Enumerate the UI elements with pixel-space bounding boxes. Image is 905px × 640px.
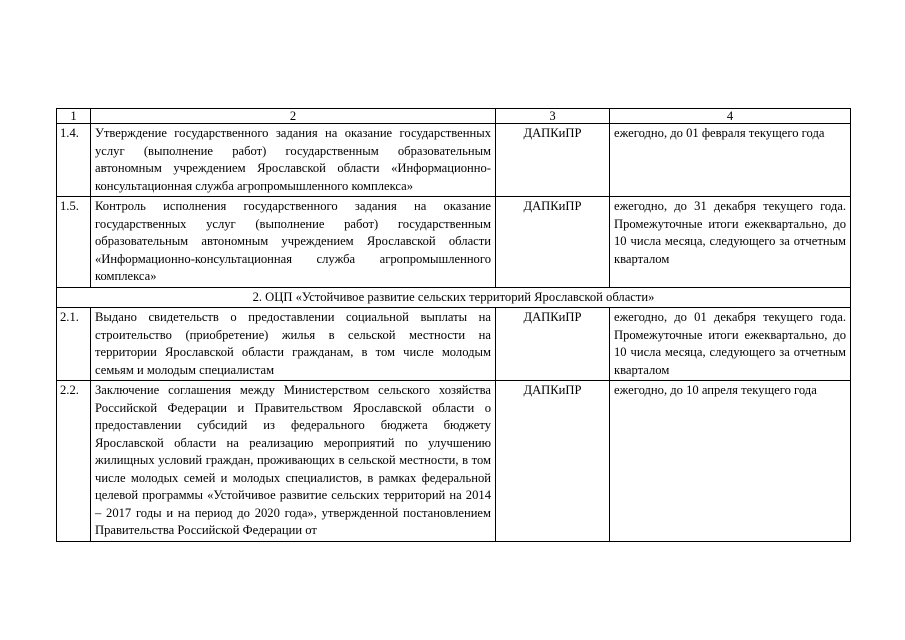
- header-col-4: 4: [610, 109, 851, 124]
- row-number: 1.5.: [57, 197, 91, 288]
- row-number: 2.1.: [57, 308, 91, 381]
- header-col-3: 3: [496, 109, 610, 124]
- table-row-2-1: [57, 308, 851, 381]
- row-number: 2.2.: [57, 381, 91, 542]
- row-deadline: ежегодно, до 01 декабря текущего года. Промежуточные итоги ежеквартально, до 10 числа месяца, следующего за отчетным кварталом: [610, 308, 851, 381]
- row-responsible: ДАПКиПР: [496, 197, 610, 288]
- section-title: 2. ОЦП «Устойчивое развитие сельских территорий Ярославской области»: [57, 287, 851, 308]
- row-deadline: ежегодно, до 01 февраля текущего года: [610, 124, 851, 197]
- table-row-1-5: [57, 197, 851, 288]
- section-row-2: [57, 287, 851, 308]
- table-row-1-4: [57, 124, 851, 197]
- header-col-2: 2: [91, 109, 496, 124]
- header-col-1: 1: [57, 109, 91, 124]
- header-row: [57, 109, 851, 124]
- row-description: Заключение соглашения между Министерством сельского хозяйства Российской Федерации и Правительством Ярославской области о предоставлении субсидий из федерального бюджета бюджету Ярославской области на реализацию мероприятий по улучшению жилищных условий граждан, проживающих в сельской местности, в том числе молодых семей и молодых специалистов, в рамках федеральной целевой программы «Устойчивое развитие сельских территорий на 2014 – 2017 годы и на период до 2020 года», утвержденной постановлением Правительства Российской Федерации от: [91, 381, 496, 542]
- row-description: Выдано свидетельств о предоставлении социальной выплаты на строительство (приобретение) жилья в сельской местности на территории Ярославской области гражданам, в том числе молодым семьям и молодым специалистам: [91, 308, 496, 381]
- table-row-2-2: [57, 381, 851, 542]
- plan-table: [56, 108, 851, 542]
- row-responsible: ДАПКиПР: [496, 381, 610, 542]
- row-responsible: ДАПКиПР: [496, 124, 610, 197]
- row-deadline: ежегодно, до 10 апреля текущего года: [610, 381, 851, 542]
- row-responsible: ДАПКиПР: [496, 308, 610, 381]
- row-deadline: ежегодно, до 31 декабря текущего года. Промежуточные итоги ежеквартально, до 10 числа месяца, следующего за отчетным кварталом: [610, 197, 851, 288]
- row-description: Контроль исполнения государственного задания на оказание государственных услуг (выполнение работ) государственным образовательным автономным учреждением Ярославской области «Информационно-консультационная служба агропромышленного комплекса»: [91, 197, 496, 288]
- row-number: 1.4.: [57, 124, 91, 197]
- row-description: Утверждение государственного задания на оказание государственных услуг (выполнение работ) государственным образовательным автономным учреждением Ярославской области «Информационно-консультационная служба агропромышленного комплекса»: [91, 124, 496, 197]
